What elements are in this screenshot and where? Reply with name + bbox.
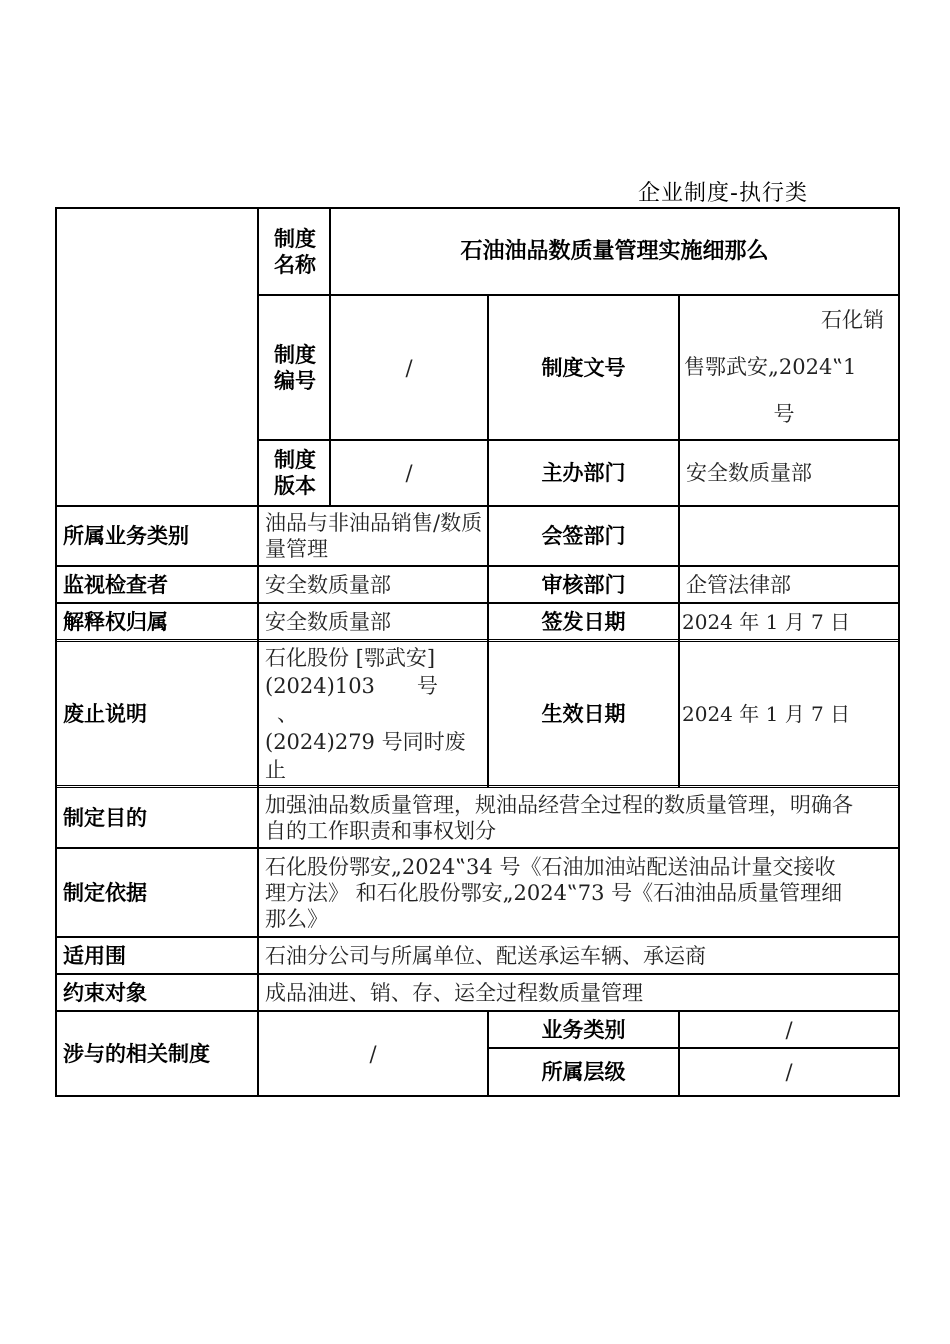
issue-date-label: 签发日期 bbox=[541, 609, 626, 634]
doc-number-label: 制度文号 bbox=[541, 355, 626, 380]
supervisor-label: 监视检查者 bbox=[63, 572, 168, 597]
abolish-note-line: (2024)103 号 bbox=[265, 673, 438, 698]
doc-number-line: 号 bbox=[773, 402, 795, 426]
hierarchy-level-value: / bbox=[785, 1060, 793, 1084]
business-category-label: 所属业务类别 bbox=[63, 524, 189, 548]
system-number-value: / bbox=[405, 355, 413, 380]
business-type-label: 业务类别 bbox=[541, 1017, 626, 1042]
basis-value bbox=[259, 849, 849, 936]
supervisor-value: 安全数质量部 bbox=[265, 572, 391, 597]
interpretation-label: 解释权归属 bbox=[63, 609, 168, 634]
hierarchy-level-label: 所属层级 bbox=[541, 1060, 626, 1084]
table-border-right bbox=[898, 207, 900, 1097]
purpose-label: 制定目的 bbox=[63, 805, 147, 830]
abolish-note-line: 止 bbox=[265, 757, 286, 782]
system-version-value: / bbox=[405, 461, 413, 485]
cosign-dept-value bbox=[680, 507, 898, 565]
doc-number-line: 石化销 bbox=[821, 308, 884, 332]
cosign-dept-label: 会签部门 bbox=[541, 524, 626, 548]
business-category-text: 油品与非油品销售/数质量管理 bbox=[265, 511, 483, 561]
system-info-table bbox=[55, 207, 900, 1097]
system-number-label: 制度编号 bbox=[274, 342, 316, 393]
issue-date-value: 2024 年 1 月 7 日 bbox=[682, 609, 851, 634]
basis-text: 石化股份鄂安„2024‟34 号《石油加油站配送油品计量交接收理方法》 和石化股份鄂安„2024‟73 号《石油油品质量管理细那么》 bbox=[265, 854, 843, 931]
system-name-value: 石油油品数质量管理实施细那么 bbox=[460, 238, 769, 264]
business-type-value: / bbox=[785, 1017, 793, 1042]
abolish-note-value bbox=[259, 642, 487, 785]
interpretation-value: 安全数质量部 bbox=[265, 609, 391, 634]
related-systems-label: 涉与的相关制度 bbox=[63, 1041, 210, 1066]
related-systems-value: / bbox=[369, 1041, 377, 1066]
host-dept-label: 主办部门 bbox=[541, 461, 626, 485]
business-category-value bbox=[259, 507, 487, 565]
abolish-note-label: 废止说明 bbox=[63, 701, 147, 726]
effective-date-label: 生效日期 bbox=[541, 701, 626, 726]
scope-label: 适用围 bbox=[63, 943, 126, 968]
doc-number-line: 售鄂武安„2024‟1 bbox=[684, 355, 857, 379]
table-border-bottom bbox=[55, 1095, 900, 1097]
abolish-note-line: (2024)279 号同时废 bbox=[265, 729, 466, 754]
abolish-note-line: 石化股份 [鄂武安] bbox=[265, 645, 436, 670]
host-dept-value: 安全数质量部 bbox=[686, 461, 812, 485]
basis-label: 制定依据 bbox=[63, 880, 147, 905]
purpose-value bbox=[259, 788, 859, 847]
effective-date-value: 2024 年 1 月 7 日 bbox=[682, 701, 851, 726]
review-dept-label: 审核部门 bbox=[541, 572, 626, 597]
review-dept-value: 企管法律部 bbox=[686, 572, 791, 597]
abolish-note-line: 、 bbox=[277, 701, 298, 726]
system-name-label: 制度名称 bbox=[274, 226, 316, 277]
constraint-object-value: 成品油进、销、存、运全过程数质量管理 bbox=[265, 980, 643, 1005]
constraint-object-label: 约束对象 bbox=[63, 980, 147, 1005]
scope-value: 石油分公司与所属单位、配送承运车辆、承运商 bbox=[265, 943, 706, 968]
document-category: 企业制度-执行类 bbox=[638, 181, 808, 206]
system-version-label: 制度版本 bbox=[274, 448, 316, 498]
purpose-text: 加强油品数质量管理，规油品经营全过程的数质量管理，明确各自的工作职责和事权划分 bbox=[265, 792, 853, 843]
doc-number-value bbox=[680, 296, 898, 439]
